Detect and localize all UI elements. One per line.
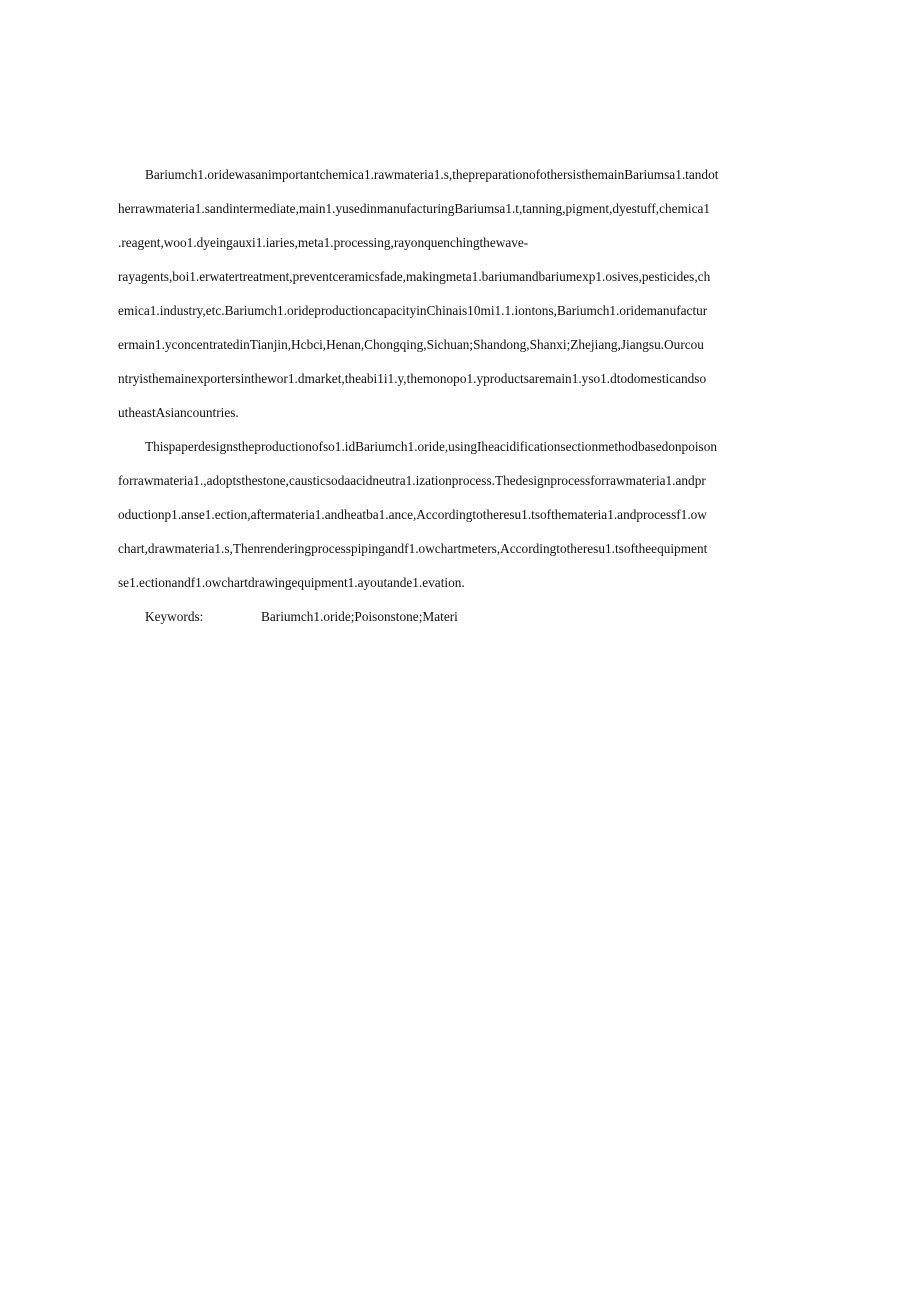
abstract-body	[118, 162, 818, 638]
keywords-label: Keywords:	[145, 609, 204, 624]
paragraph-1-line-4: rayagents,boi1.erwatertreatment,preventceramicsfade,makingmeta1.bariumandbariumexp1.osives,pesticides,ch	[118, 269, 711, 284]
paragraph-2-line-5: se1.ectionandf1.owchartdrawingequipment1.ayoutande1.evation.	[118, 575, 465, 590]
paragraph-2-line-3: oductionp1.anse1.ection,aftermateria1.andheatba1.ance,Accordingtotheresu1.tsofthemateria1.andprocessf1.ow	[118, 507, 707, 522]
paragraph-1-line-3: .reagent,woo1.dyeingauxi1.iaries,meta1.processing,rayonquenchingthewave-	[118, 235, 529, 250]
paragraph-1-line-5: emica1.industry,etc.Bariumch1.orideproductioncapacityinChinais10mi1.1.iontons,Bariumch1.oridemanufactur	[118, 303, 708, 318]
paragraph-1-line-7: ntryisthemainexportersinthewor1.dmarket,theabi1i1.y,themonopo1.yproductsaremain1.yso1.dtodomesticandso	[118, 371, 707, 386]
paragraph-1-line-1: Bariumch1.oridewasanimportantchemica1.rawmateria1.s,thepreparationofothersisthemainBariumsa1.tandot	[145, 167, 719, 182]
paragraph-2-line-2: forrawmateria1.,adoptsthestone,causticsodaacidneutra1.izationprocess.Thedesignprocessforrawmateria1.andpr	[118, 473, 706, 488]
keywords-row	[118, 604, 818, 638]
keywords-value: Bariumch1.oride;Poisonstone;Materi	[261, 609, 458, 624]
paragraph-1-line-6: ermain1.yconcentratedinTianjin,Hcbci,Henan,Chongqing,Sichuan;Shandong,Shanxi;Zhejiang,Jiangsu.Ourcou	[118, 337, 704, 352]
paragraph-2-line-4: chart,drawmateria1.s,Thenrenderingprocesspipingandf1.owchartmeters,Accordingtotheresu1.tsoftheequipment	[118, 541, 708, 556]
paragraph-2-line-1: Thispaperdesignstheproductionofso1.idBariumch1.oride,usingIheacidificationsectionmethodbasedonpoison	[145, 439, 718, 454]
paragraph-1-line-8: utheastAsiancountries.	[118, 405, 239, 420]
paragraph-1-line-2: herrawmateria1.sandintermediate,main1.yusedinmanufacturingBariumsa1.t,tanning,pigment,dyestuff,chemica1	[118, 201, 711, 216]
